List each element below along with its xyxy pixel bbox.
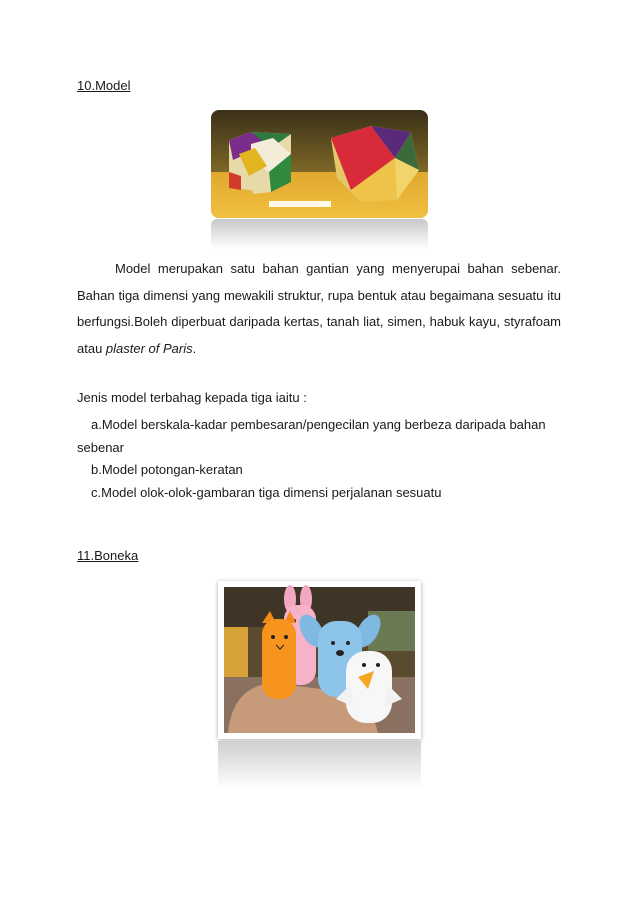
model-description-text: Model merupakan satu bahan gantian yang menyerupai bahan sebenar. Bahan tiga dimensi yang mewakili struktur, rupa bentuk atau begaimana sesuatu itu berfungsi.Boleh diperbuat daripada kertas, tanah liat, simen, habuk kayu, styrafoam atau <box>77 261 561 356</box>
section-heading-model: 10.Model <box>77 78 131 93</box>
list-item: c.Model olok-olok-gambaran tiga dimensi perjalanan sesuatu <box>91 484 442 500</box>
model-description-end: . <box>192 340 197 356</box>
photo-model-shapes-icon <box>211 110 428 218</box>
section-heading-boneka: 11.Boneka <box>77 548 139 563</box>
list-item: b.Model potongan-keratan <box>91 462 243 477</box>
model-description <box>77 256 561 362</box>
list-item: sebenar <box>77 439 124 455</box>
model-types-list <box>77 414 561 504</box>
list-item: a.Model berskala-kadar pembesaran/pengecilan yang berbeza daripada bahan <box>91 417 546 432</box>
model-photo <box>211 110 428 250</box>
boneka-photo <box>218 581 421 791</box>
model-description-italic: plaster of Paris <box>105 340 193 356</box>
photo-finger-puppets-icon <box>218 581 421 739</box>
model-types-intro: Jenis model terbahag kepada tiga iaitu : <box>77 390 307 405</box>
